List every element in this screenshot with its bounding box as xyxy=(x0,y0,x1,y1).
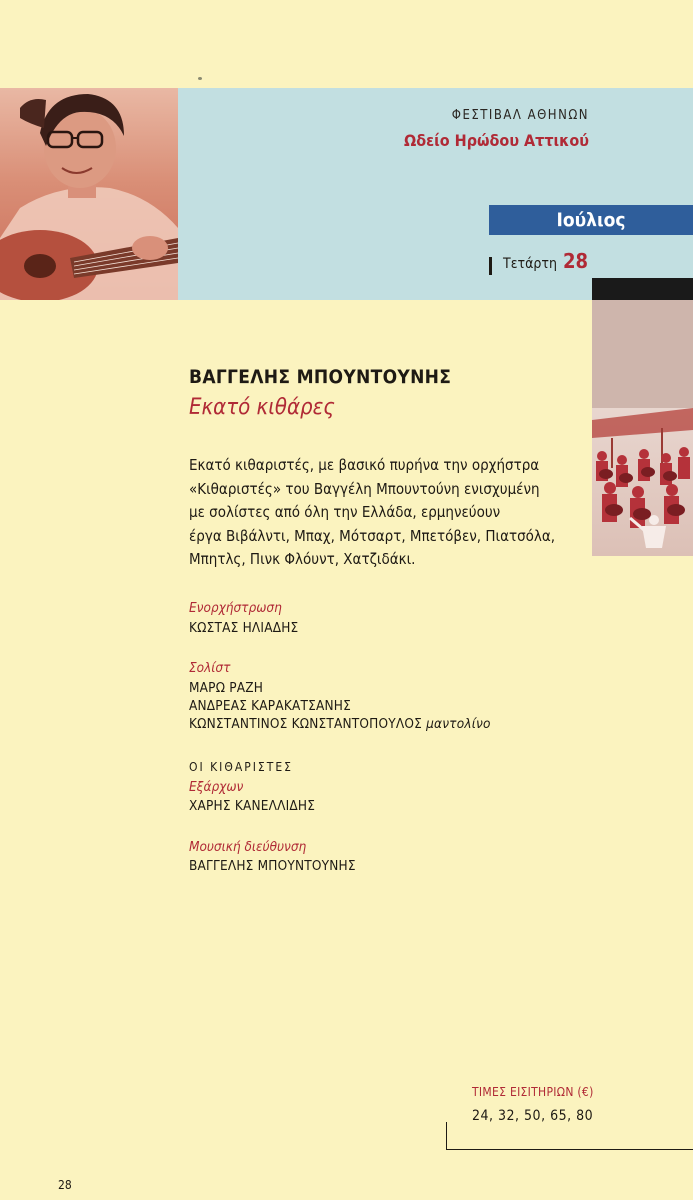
print-speck xyxy=(198,77,202,80)
event-day-number: 28 xyxy=(563,249,589,273)
date-tick-mark xyxy=(489,257,492,275)
side-tint-block xyxy=(592,300,693,408)
description-line: «Κιθαριστές» του Βαγγέλη Μπουντούνη ενισχυμένη xyxy=(189,479,540,498)
venue-name: Ωδείο Ηρώδου Αττικού xyxy=(404,131,589,150)
festival-name: ΦΕΣΤΙΒΑΛ ΑΘΗΝΩΝ xyxy=(451,108,589,123)
description-line: Μπητλς, Πινκ Φλόυντ, Χατζιδάκι. xyxy=(189,550,416,568)
page-number: 28 xyxy=(58,1178,72,1192)
ticket-rule-vertical xyxy=(446,1122,447,1150)
performer-name: ΒΑΓΓΕΛΗΣ ΜΠΟΥΝΤΟΥΝΗΣ xyxy=(189,366,452,388)
orchestra-photo xyxy=(592,408,693,556)
orchestration-name: ΚΩΣΤΑΣ ΗΛΙΑΔΗΣ xyxy=(189,620,299,636)
soloist-line xyxy=(189,716,491,732)
soloist-name: ΚΩΝΣΤΑΝΤΙΝΟΣ ΚΩΝΣΤΑΝΤΟΠΟΥΛΟΣ xyxy=(189,716,422,732)
program-description xyxy=(189,454,589,572)
soloist-instrument: μαντολίνο xyxy=(426,716,491,732)
ticket-prices: 24, 32, 50, 65, 80 xyxy=(472,1108,594,1124)
leader-name: ΧΑΡΗΣ ΚΑΝΕΛΛΙΔΗΣ xyxy=(189,798,316,814)
leader-role: Εξάρχων xyxy=(189,779,244,795)
direction-role: Μουσική διεύθυνση xyxy=(189,839,307,855)
description-line: με σολίστες από όλη την Ελλάδα, ερμηνεύουν xyxy=(189,503,501,521)
soloist-name: ΜΑΡΩ ΡΑΖΗ xyxy=(189,680,264,696)
orchestra-illustration xyxy=(592,408,693,556)
ticket-prices-label: ΤΙΜΕΣ ΕΙΣΙΤΗΡΙΩΝ (€) xyxy=(472,1085,594,1099)
guitarist-illustration xyxy=(0,88,178,300)
ticket-rule-horizontal xyxy=(446,1149,693,1150)
soloists-role: Σολίστ xyxy=(189,660,231,676)
soloist-name: ΑΝΔΡΕΑΣ ΚΑΡΑΚΑΤΣΑΝΗΣ xyxy=(189,698,351,714)
direction-name: ΒΑΓΓΕΛΗΣ ΜΠΟΥΝΤΟΥΝΗΣ xyxy=(189,858,356,874)
guitarist-photo xyxy=(0,88,178,300)
month-banner: Ιούλιος xyxy=(489,205,693,235)
concert-title: Εκατό κιθάρες xyxy=(189,395,335,420)
event-weekday: Τετάρτη xyxy=(503,256,557,272)
description-line: Εκατό κιθαριστές, με βασικό πυρήνα την ορχήστρα xyxy=(189,456,540,474)
orchestration-role: Ενορχήστρωση xyxy=(189,600,282,616)
dark-divider-strip xyxy=(592,278,693,300)
description-line: έργα Βιβάλντι, Μπαχ, Μότσαρτ, Μπετόβεν, Πιατσόλα, xyxy=(189,526,556,545)
orchestra-name: ΟΙ ΚΙΘΑΡΙΣΤΕΣ xyxy=(189,760,293,774)
